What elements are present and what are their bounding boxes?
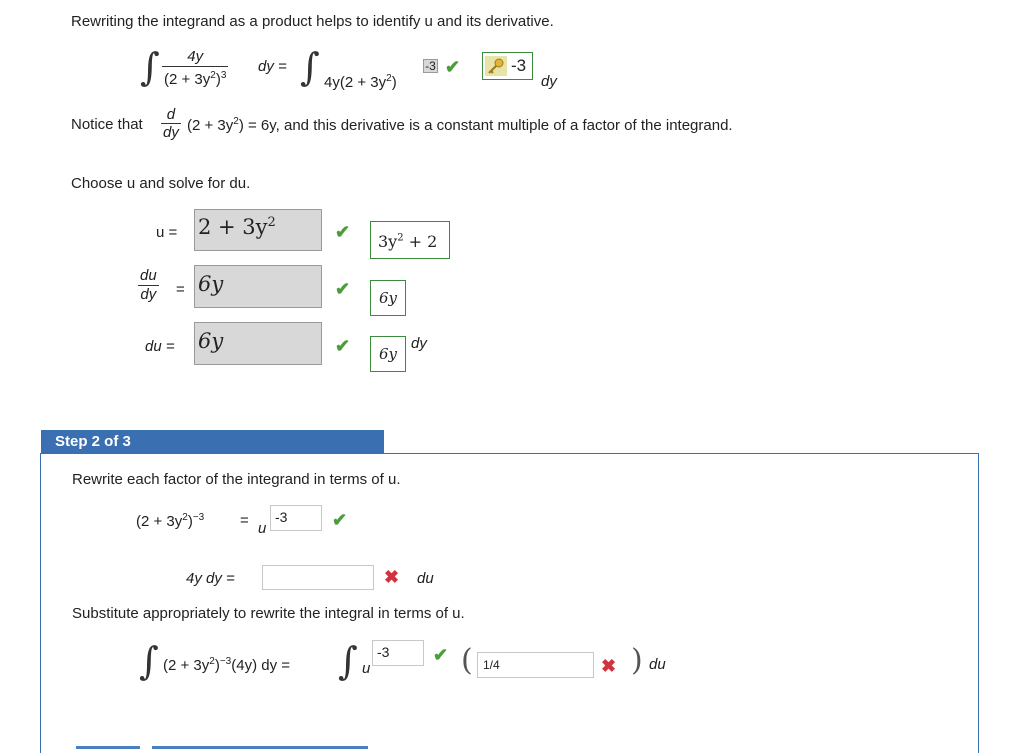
factor-exp: −3 xyxy=(192,512,205,523)
integral-sign-icon: ∫ xyxy=(300,45,320,89)
integrand-numerator: 4y xyxy=(162,48,228,67)
rhs-dy: dy xyxy=(541,73,557,90)
u-answer-box xyxy=(370,221,450,259)
integral-sign-icon: ∫ xyxy=(338,639,358,683)
key-answer-box xyxy=(482,52,533,80)
intro-text: Rewriting the integrand as a product helps to identify u and its derivative. xyxy=(71,13,554,30)
key-answer-value: -3 xyxy=(511,56,527,75)
cross-icon: ✖ xyxy=(601,656,617,676)
close-paren: ) xyxy=(631,643,643,678)
sub-coefficient-input[interactable] xyxy=(477,652,594,678)
du-label: du = xyxy=(145,338,175,355)
sub-integrand-a: (2 + 3y xyxy=(163,657,210,674)
factor-exponent-input[interactable] xyxy=(270,505,322,531)
dudy-input-value: 6y xyxy=(198,272,224,296)
dudy-den: dy xyxy=(140,286,157,303)
fourydy-du: du xyxy=(417,570,434,587)
sub-coefficient-value: 1/4 xyxy=(483,658,500,672)
factor-u: u xyxy=(258,520,267,537)
choose-text: Choose u and solve for du. xyxy=(71,175,251,192)
dy-equals: dy = xyxy=(258,58,287,75)
factor-mid: ) xyxy=(187,513,193,530)
deriv-den: dy xyxy=(163,124,179,141)
step2-header: Step 2 of 3 xyxy=(41,430,384,453)
rhs-paren-close: ) xyxy=(391,74,397,91)
factor-equals: = xyxy=(240,512,249,529)
du-input[interactable] xyxy=(194,322,322,365)
integral-rewrite-row xyxy=(140,44,1020,92)
dudy-answer-box xyxy=(370,280,406,316)
du-dy: dy xyxy=(411,335,427,352)
sub-exponent-value: -3 xyxy=(377,644,390,660)
notice-suffix-a: (2 + 3y xyxy=(187,117,234,134)
notice-prefix: Notice that xyxy=(71,116,143,133)
sub-exponent-input[interactable] xyxy=(372,640,424,666)
sub-integrand-c: (4y) dy = xyxy=(231,657,291,674)
check-icon: ✔ xyxy=(335,279,351,299)
open-paren: ( xyxy=(461,643,473,678)
check-icon: ✔ xyxy=(332,510,348,530)
integral-sign-icon: ∫ xyxy=(139,639,159,683)
check-icon: ✔ xyxy=(335,336,351,356)
equals-sign: = xyxy=(176,281,185,298)
rhs-exponent-box[interactable]: -3 xyxy=(423,59,438,73)
sub-integrand-b: ) xyxy=(214,657,220,674)
fourydy-input[interactable] xyxy=(262,565,374,590)
u-answer: $3y^2 + 2$ xyxy=(378,232,438,251)
sub-integrand: $(2 + 3y^2)^{-3}(4y)$ dy = xyxy=(163,656,291,674)
step2-panel xyxy=(40,453,979,753)
substitute-text: Substitute appropriately to rewrite the integral in terms of u. xyxy=(72,605,465,622)
rewrite-each-text: Rewrite each factor of the integrand in terms of u. xyxy=(72,471,401,488)
fourydy-label: 4y dy = xyxy=(186,570,235,587)
u-answer-b: + 2 xyxy=(403,232,438,251)
u-input-value: $2 + 3y^2$ xyxy=(198,215,276,239)
denominator-exponent: 3 xyxy=(220,70,227,81)
du-input-value: 6y xyxy=(198,329,224,353)
rhs-product: $4y(2 + 3y^2)$ xyxy=(324,73,397,91)
integrand-denominator: $(2 + 3y^2)^3$ xyxy=(164,70,227,88)
notice-suffix: $(2 + 3y^2) = 6y$, and this derivative is a constant multiple of a factor of the integrand. xyxy=(187,116,733,134)
u-value-text: 2 + 3y xyxy=(198,215,268,239)
dudy-num: du xyxy=(140,267,157,284)
du-answer: 6y xyxy=(379,345,398,363)
check-icon: ✔ xyxy=(335,222,351,242)
factor-base: (2 + 3y xyxy=(136,513,183,530)
integrand-fraction xyxy=(162,48,228,89)
deriv-num: d xyxy=(161,106,181,124)
factor-exponent-value: -3 xyxy=(275,509,288,525)
u-input[interactable] xyxy=(194,209,322,251)
dudy-input[interactable] xyxy=(194,265,322,308)
denominator-tail: ) xyxy=(215,71,221,88)
dudy-answer: 6y xyxy=(379,289,398,307)
denominator-base: (2 + 3y xyxy=(164,71,211,88)
cross-icon: ✖ xyxy=(384,567,400,587)
u-answer-a: 3y xyxy=(378,232,398,251)
integral-sign-icon: ∫ xyxy=(140,45,160,89)
check-icon: ✔ xyxy=(433,645,449,665)
sub-integrand-exp: −3 xyxy=(219,656,232,667)
rhs-product-text: 4y(2 + 3y xyxy=(324,74,387,91)
du-answer-box xyxy=(370,336,406,372)
u-label: u = xyxy=(156,224,178,241)
sub-u: u xyxy=(362,660,371,677)
key-icon xyxy=(485,56,507,76)
notice-row xyxy=(71,106,1011,146)
derivative-operator xyxy=(161,106,181,141)
factor-lhs: $(2 + 3y^2)^{-3}$ xyxy=(136,512,205,530)
notice-suffix-b: ) = 6y, and this derivative is a constant multiple of a factor of the integrand. xyxy=(238,117,733,134)
sub-du: du xyxy=(649,656,666,673)
dudy-fraction xyxy=(138,267,159,304)
check-icon: ✔ xyxy=(445,57,461,77)
